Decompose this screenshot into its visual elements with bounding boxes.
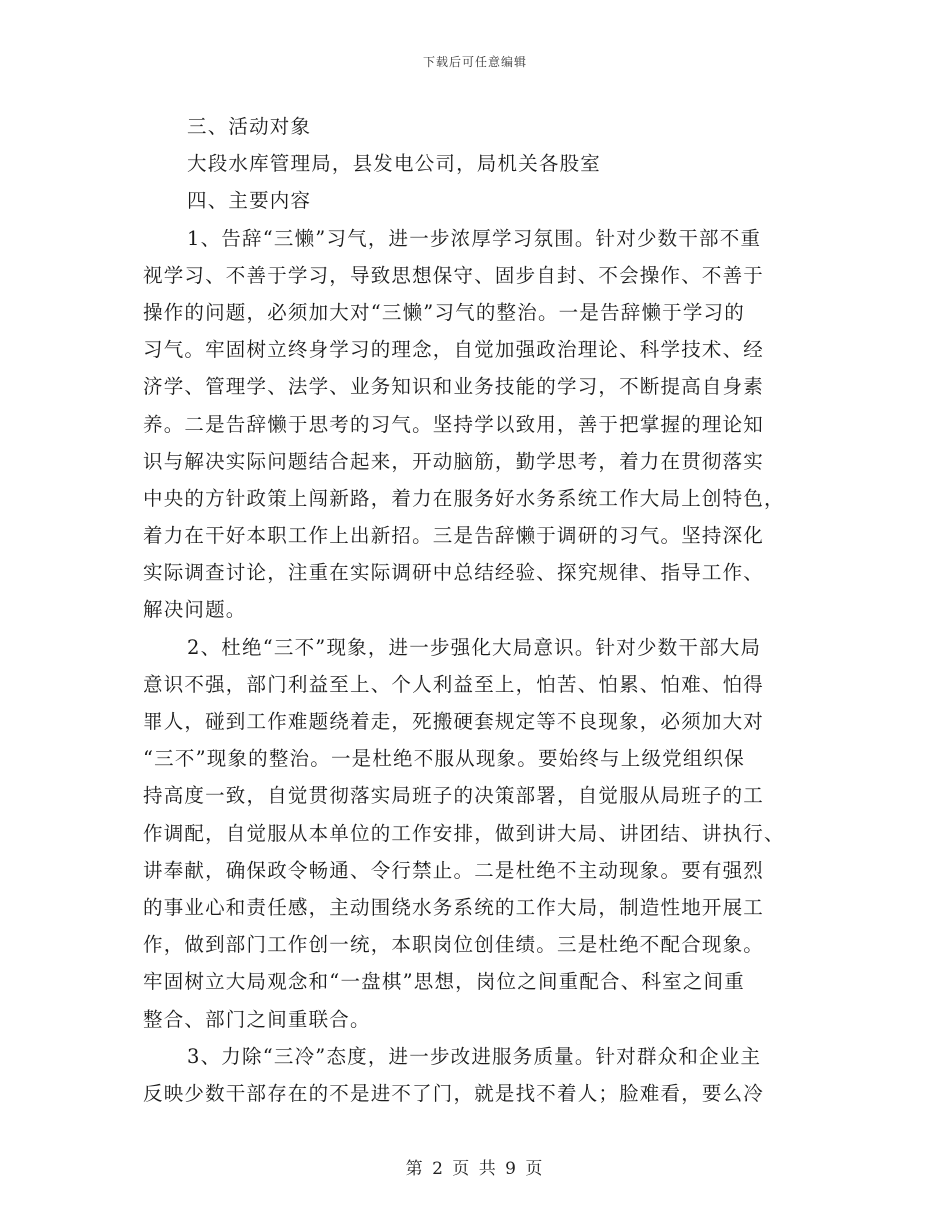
page-header-note: 下载后可任意编辑	[422, 55, 527, 69]
document-body	[143, 108, 807, 1112]
page-number: 第 2 页 共 9 页	[405, 1159, 545, 1179]
text-line: 的事业心和责任感，主动围绕水务系统的工作大局，制造性地开展工	[143, 895, 765, 919]
text-line: 持高度一致，自觉贯彻落实局班子的决策部署，自觉服从局班子的工	[143, 784, 765, 808]
text-line: 济学、管理学、法学、业务知识和业务技能的学习，不断提高自身素	[143, 375, 765, 399]
text-line: 习气。牢固树立终身学习的理念，自觉加强政治理论、科学技术、经	[143, 338, 765, 362]
text-line: 养。二是告辞懒于思考的习气。坚持学以致用，善于把掌握的理论知	[143, 412, 765, 436]
text-line: 意识不强，部门利益至上、个人利益至上，怕苦、怕累、怕难、怕得	[143, 672, 765, 696]
text-line: 大段水库管理局，县发电公司，局机关各股室	[187, 152, 602, 176]
text-line: “三不”现象的整治。一是杜绝不服从现象。要始终与上级党组织保	[143, 747, 745, 771]
text-line: 识与解决实际问题结合起来，开动脑筋，勤学思考，着力在贯彻落实	[143, 449, 765, 473]
section-heading: 四、主要内容	[187, 189, 312, 213]
text-line: 讲奉献，确保政令畅通、令行禁止。二是杜绝不主动现象。要有强烈	[143, 858, 765, 882]
paragraph-start: 1、告辞“三懒”习气，进一步浓厚学习氛围。针对少数干部不重	[187, 226, 762, 250]
text-line: 牢固树立大局观念和“一盘棋”思想，岗位之间重配合、科室之间重	[143, 970, 745, 994]
text-line: 着力在干好本职工作上出新招。三是告辞懒于调研的习气。坚持深化	[143, 524, 765, 548]
section-heading: 三、活动对象	[187, 115, 312, 138]
text-line: 视学习、不善于学习，导致思想保守、固步自封、不会操作、不善于	[143, 263, 765, 287]
text-line: 中央的方针政策上闯新路，着力在服务好水务系统工作大局上创特色，	[143, 486, 785, 510]
text-line: 整合、部门之间重联合。	[143, 1007, 371, 1031]
text-line: 反映少数干部存在的不是进不了门，就是找不着人；脸难看，要么冷	[143, 1081, 765, 1105]
text-line: 实际调查讨论，注重在实际调研中总结经验、探究规律、指导工作、	[143, 561, 765, 585]
paragraph-start: 2、杜绝“三不”现象，进一步强化大局意识。针对少数干部大局	[187, 635, 762, 659]
paragraph-start: 3、力除“三冷”态度，进一步改进服务质量。针对群众和企业主	[187, 1044, 762, 1068]
text-line: 作，做到部门工作创一统，本职岗位创佳绩。三是杜绝不配合现象。	[143, 933, 765, 957]
text-line: 罪人，碰到工作难题绕着走，死搬硬套规定等不良现象，必须加大对	[143, 710, 765, 733]
text-line: 解决问题。	[143, 598, 247, 622]
text-line: 作调配，自觉服从本单位的工作安排，做到讲大局、讲团结、讲执行、	[143, 821, 785, 845]
text-line: 操作的问题，必须加大对“三懒”习气的整治。一是告辞懒于学习的	[143, 300, 745, 324]
